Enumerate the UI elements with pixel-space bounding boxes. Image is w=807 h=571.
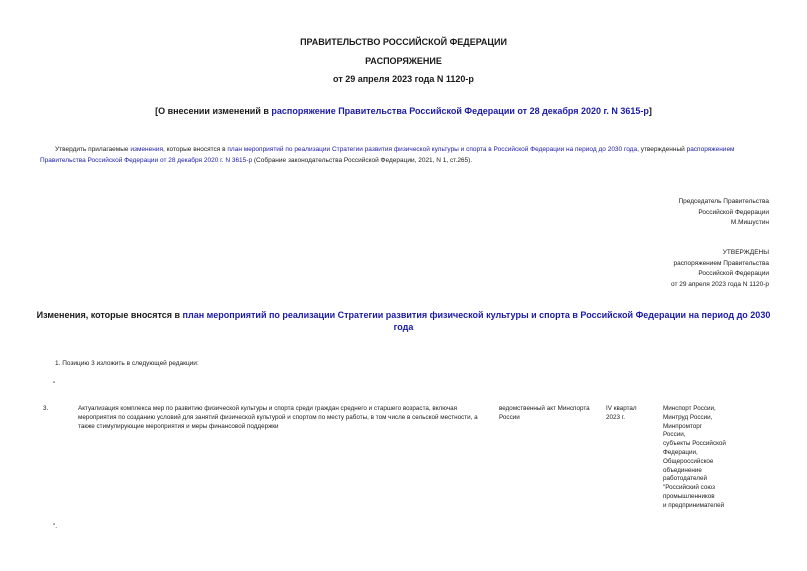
body-paragraph: [40, 145, 770, 166]
responsible-line: Минпромторг: [663, 422, 703, 430]
approved-by: распоряжением Правительства: [673, 259, 769, 267]
signature-org: Российской Федерации: [698, 208, 769, 216]
responsible-line: "Российский союз: [663, 484, 716, 492]
changes-link[interactable]: изменения: [130, 146, 163, 153]
responsible-line: и предпринимателей: [663, 501, 725, 509]
body-text-4: (Собрание законодательства Российской Федерации, 2021, N 1, ст.265).: [252, 156, 473, 164]
quote-open: ": [53, 381, 56, 388]
body-text-1: Утвердить прилагаемые: [55, 146, 131, 153]
responsible-line: промышленников: [663, 492, 715, 500]
responsible-line: России,: [663, 431, 686, 439]
plan-link[interactable]: план мероприятий по реализации Стратегии развития физической культуры и спорта в Российской Федерации на период до 2030 года: [227, 146, 638, 153]
item-instruction: 1. Позицию 3 изложить в следующей редакции:: [55, 360, 199, 367]
approved-date: от 29 апреля 2023 года N 1120-р: [671, 280, 769, 288]
subject-prefix: [О внесении изменений в: [155, 106, 272, 116]
changes-title-link-cont[interactable]: года: [393, 322, 414, 332]
responsible-line: Минтруд России,: [663, 413, 713, 421]
responsible-line: Федерации,: [663, 448, 698, 456]
quote-close: ".: [53, 523, 58, 530]
document-date-number: от 29 апреля 2023 года N 1120-р: [333, 74, 474, 84]
row-responsible: [663, 405, 753, 511]
order-link[interactable]: распоряжением Правительства Российской Федерации от 28 декабря 2020 г. N 3615-р: [40, 146, 735, 164]
signature-position: Председатель Правительства: [678, 198, 769, 205]
subject-link[interactable]: распоряжение Правительства Российской Федерации от 28 декабря 2020 г. N 3615-р: [271, 106, 649, 116]
body-text-3: , утвержденный: [637, 146, 687, 153]
responsible-line: работодателей: [663, 475, 707, 483]
changes-title: [0, 309, 807, 333]
row-description: Актуализация комплекса мер по развитию физической культуры и спорта среди граждан среднего и старшего возраста, включая мероприятия по созданию условий для занятий физической культурой и спортом по месту работы, в том числе в сельской местности, а также стимулирующие мероприятия и меры финансовой поддержки: [78, 405, 478, 430]
body-text-2: , которые вносятся в: [163, 146, 228, 153]
signature-name: М.Мишустин: [730, 219, 769, 226]
responsible-line: объединение: [663, 466, 702, 474]
signature-block: [678, 197, 769, 229]
responsible-line: Общероссийское: [663, 457, 714, 465]
approved-org: Российской Федерации: [698, 270, 769, 277]
changes-title-prefix: Изменения, которые вносятся в: [36, 310, 183, 320]
row-number: 3.: [43, 405, 49, 412]
row-result: ведомственный акт Минспорта России: [499, 405, 590, 421]
responsible-line: субъекты Российской: [663, 440, 726, 448]
changes-title-link[interactable]: план мероприятий по реализации Стратегии развития физической культуры и спорта в Российской Федерации на период до 2030: [182, 310, 771, 320]
subject-suffix: ]: [648, 106, 652, 116]
document-subject: [0, 106, 807, 116]
responsible-line: Минспорт России,: [663, 405, 716, 412]
approved-block: [671, 248, 769, 290]
row-deadline: IV квартал 2023 г.: [606, 405, 637, 421]
document-type: РАСПОРЯЖЕНИЕ: [365, 56, 442, 66]
approved-label: УТВЕРЖДЕНЫ: [722, 249, 769, 256]
government-heading: ПРАВИТЕЛЬСТВО РОССИЙСКОЙ ФЕДЕРАЦИИ: [300, 37, 507, 47]
